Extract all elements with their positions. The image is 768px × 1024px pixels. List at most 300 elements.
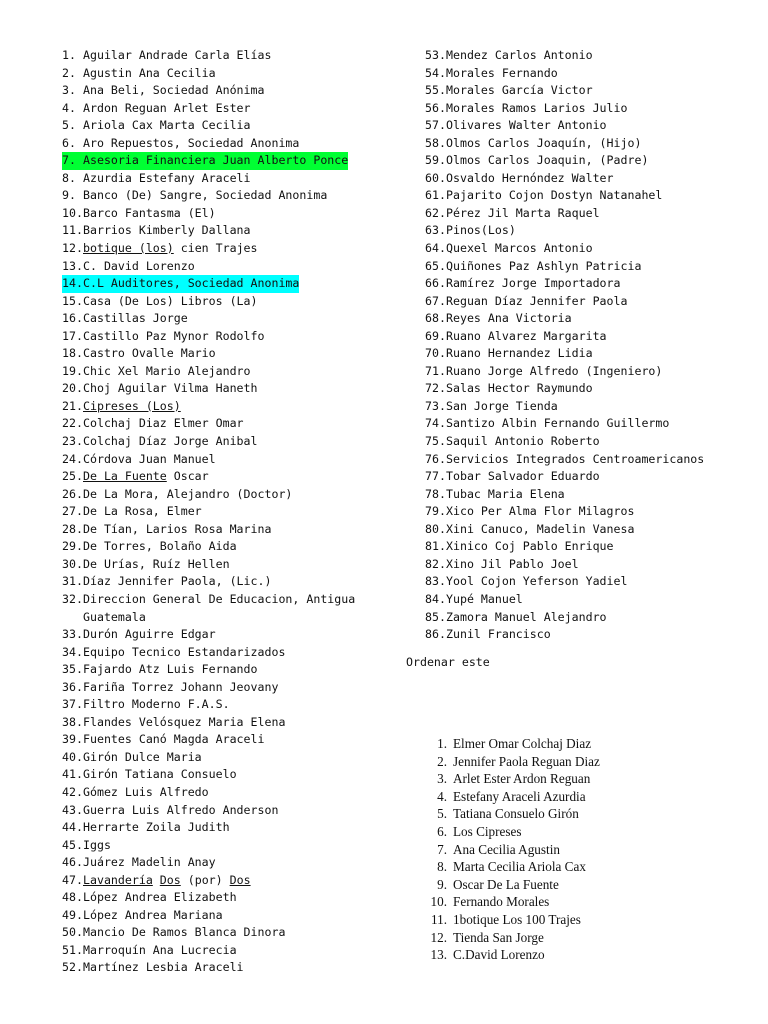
order-list-text: Arlet Ester Ardon Reguan	[453, 771, 591, 787]
list-item-text: Xinico Coj Pablo Enrique	[446, 539, 614, 554]
list-item-number: 63.	[425, 223, 446, 238]
list-item-number: 76.	[425, 451, 446, 466]
list-item-text: López Andrea Mariana	[83, 907, 223, 922]
order-list-text: 1botique Los 100 Trajes	[453, 911, 581, 927]
list-item-number: 71.	[425, 363, 446, 378]
list-item-number: 62.	[425, 205, 446, 220]
list-item-text: Azurdia Estefany Araceli	[83, 170, 251, 185]
list-item	[62, 205, 407, 223]
list-item-text: Ramírez Jorge Importadora	[446, 276, 621, 291]
list-item	[62, 468, 407, 486]
list-item	[425, 468, 765, 486]
list-item-text: De La Rosa, Elmer	[83, 504, 202, 519]
list-item-number: 38.	[62, 714, 83, 729]
list-item	[62, 521, 407, 539]
client-list-left	[62, 47, 407, 977]
list-item-number: 65.	[425, 258, 446, 273]
list-item-number: 32.	[62, 591, 83, 606]
list-item-number: 81.	[425, 539, 446, 554]
list-item-text: Díaz Jennifer Paola, (Lic.)	[83, 574, 272, 589]
list-item-number: 53.	[425, 48, 446, 62]
list-item-text: Saquil Antonio Roberto	[446, 434, 600, 449]
list-item	[62, 889, 407, 907]
order-list-number: 12.	[430, 929, 447, 945]
list-item-number: 18.	[62, 346, 83, 361]
list-item-text: Banco (De) Sangre, Sociedad Anonima	[83, 188, 328, 203]
list-item-text: Chic Xel Mario Alejandro	[83, 363, 251, 378]
list-item	[62, 872, 407, 890]
list-item-text: Pinos(Los)	[446, 223, 516, 238]
list-item-number: 22.	[62, 416, 83, 431]
list-item-number: 8.	[62, 170, 76, 185]
list-item-text: Reyes Ana Victoria	[446, 311, 572, 326]
list-item-number: 66.	[425, 276, 446, 291]
list-item-text: Martínez Lesbia Araceli	[83, 960, 244, 975]
list-item-text: Santizo Albin Fernando Guillermo	[446, 416, 670, 431]
order-list-text: Oscar De La Fuente	[453, 876, 559, 892]
list-item	[62, 328, 407, 346]
list-item-text: Morales Ramos Larios Julio	[446, 100, 628, 115]
list-item-number: 77.	[425, 469, 446, 484]
order-list-item	[422, 858, 600, 876]
list-item	[62, 503, 407, 521]
list-item	[62, 591, 407, 626]
list-item-text: Gómez Luis Alfredo	[83, 784, 209, 799]
list-item-number: 19.	[62, 363, 83, 378]
list-item	[425, 65, 765, 83]
order-list-item	[422, 946, 600, 964]
order-list-item	[422, 735, 600, 753]
list-item	[62, 47, 407, 65]
list-item-text: Ruano Hernandez Lidia	[446, 346, 593, 361]
order-list-number: 7.	[437, 841, 447, 857]
list-item-number: 13.	[62, 258, 83, 273]
list-item-number: 11.	[62, 223, 83, 238]
order-list-item	[422, 788, 600, 806]
list-item-text: Aguilar Andrade Carla Elías	[83, 48, 272, 62]
list-item	[62, 573, 407, 591]
order-list-item	[422, 805, 600, 823]
list-item-text: Ruano Alvarez Margarita	[446, 328, 607, 343]
order-list-item	[422, 823, 600, 841]
list-item	[425, 258, 765, 276]
list-item	[62, 380, 407, 398]
list-item	[62, 784, 407, 802]
order-list-number: 13.	[430, 947, 447, 963]
list-item	[62, 731, 407, 749]
list-item-text: Tobar Salvador Eduardo	[446, 469, 600, 484]
list-item	[62, 679, 407, 697]
list-item	[425, 363, 765, 381]
list-item-text: Herrarte Zoila Judith	[83, 820, 230, 835]
list-item-text: Colchaj Díaz Jorge Anibal	[83, 434, 258, 449]
order-list-text: Marta Cecilia Ariola Cax	[453, 859, 586, 875]
list-item-text: Reguan Díaz Jennifer Paola	[446, 293, 628, 308]
list-item-number: 42.	[62, 784, 83, 799]
order-list-number: 2.	[437, 753, 447, 769]
list-item-number: 73.	[425, 398, 446, 413]
list-item-text: Xino Jil Pablo Joel	[446, 556, 579, 571]
list-item-number: 20.	[62, 381, 83, 396]
list-item-text: Xico Per Alma Flor Milagros	[446, 504, 635, 519]
list-item-text: Yool Cojon Yeferson Yadiel	[446, 574, 628, 589]
list-item	[425, 503, 765, 521]
list-item	[425, 328, 765, 346]
list-item-text: Agustin Ana Cecilia	[83, 65, 216, 80]
order-list-text: Los Cipreses	[453, 823, 522, 839]
list-item-number: 74.	[425, 416, 446, 431]
list-item-text: Olmos Carlos Joaquín, (Hijo)	[446, 135, 642, 150]
list-item	[62, 363, 407, 381]
list-item-number: 39.	[62, 732, 83, 747]
list-item-text: Morales García Victor	[446, 83, 593, 98]
list-item	[62, 749, 407, 767]
list-item-number: 83.	[425, 574, 446, 589]
list-item	[425, 117, 765, 135]
list-item-text: Cipreses (Los)	[83, 398, 181, 413]
list-item-text: Yupé Manuel	[446, 591, 523, 606]
list-item	[62, 644, 407, 662]
list-item-number: 70.	[425, 346, 446, 361]
list-item-text: Olmos Carlos Joaquin, (Padre)	[446, 153, 649, 168]
list-item-text: Córdova Juan Manuel	[83, 451, 216, 466]
list-item-text: Olivares Walter Antonio	[446, 118, 607, 133]
order-list-text: Tienda San Jorge	[453, 929, 544, 945]
client-list-right	[425, 47, 765, 644]
list-item	[425, 222, 765, 240]
list-item	[62, 135, 407, 153]
list-item-number: 4.	[62, 100, 76, 115]
list-item-number: 68.	[425, 311, 446, 326]
list-item-text: Xini Canuco, Madelin Vanesa	[446, 521, 635, 536]
list-item-text: Zamora Manuel Alejandro	[446, 609, 607, 624]
order-list-number: 1.	[437, 736, 447, 751]
list-item-number: 9.	[62, 188, 76, 203]
order-list-number: 5.	[437, 806, 447, 822]
list-item	[62, 258, 407, 276]
list-item-number: 6.	[62, 135, 76, 150]
order-list-text: Ana Cecilia Agustin	[453, 841, 560, 857]
list-item-number: 56.	[425, 100, 446, 115]
list-item-text: Direccion General De Educacion, Antigua Guatemala	[83, 591, 363, 624]
order-list-text: C.David Lorenzo	[453, 947, 545, 963]
list-item	[425, 609, 765, 627]
list-item-text: Mendez Carlos Antonio	[446, 48, 593, 62]
list-item-text: De Tían, Larios Rosa Marina	[83, 521, 272, 536]
list-item	[62, 117, 407, 135]
list-item-number: 55.	[425, 83, 446, 98]
list-item-number: 43.	[62, 802, 83, 817]
list-item	[62, 345, 407, 363]
list-item	[62, 82, 407, 100]
list-item-text: Ruano Jorge Alfredo (Ingeniero)	[446, 363, 663, 378]
list-item	[425, 486, 765, 504]
order-list-number: 6.	[437, 823, 447, 839]
list-item	[425, 415, 765, 433]
list-item-text: Colchaj Diaz Elmer Omar	[83, 416, 244, 431]
list-item-number: 28.	[62, 521, 83, 536]
order-list-item	[422, 911, 600, 929]
list-item-number: 54.	[425, 65, 446, 80]
list-item-number: 15.	[62, 293, 83, 308]
list-item-text: Fajardo Atz Luis Fernando	[83, 662, 258, 677]
instruction-note: Ordenar este	[406, 655, 490, 669]
list-item-text: Juárez Madelin Anay	[83, 855, 216, 870]
list-item-text: Fuentes Canó Magda Araceli	[83, 732, 265, 747]
list-item-number: 45.	[62, 837, 83, 852]
order-list-number: 3.	[437, 771, 447, 787]
list-item-text: Barco Fantasma (El)	[83, 205, 216, 220]
list-item-text: C. David Lorenzo	[83, 258, 195, 273]
order-list-item	[422, 770, 600, 788]
list-item	[425, 100, 765, 118]
list-item-number: 26.	[62, 486, 83, 501]
list-item	[425, 275, 765, 293]
list-item-number: 21.	[62, 398, 83, 413]
list-item-text: De Torres, Bolaño Aida	[83, 539, 237, 554]
list-item	[62, 433, 407, 451]
list-item	[62, 538, 407, 556]
order-list-text: Estefany Araceli Azurdia	[453, 788, 586, 804]
list-item	[62, 907, 407, 925]
list-item-number: 84.	[425, 591, 446, 606]
order-list-item	[422, 929, 600, 947]
list-item	[62, 415, 407, 433]
list-item-text: San Jorge Tienda	[446, 398, 558, 413]
list-item-number: 24.	[62, 451, 83, 466]
list-item	[62, 924, 407, 942]
order-list-item	[422, 876, 600, 894]
list-item	[62, 802, 407, 820]
list-item-text: Quexel Marcos Antonio	[446, 241, 593, 256]
order-list-number: 9.	[437, 876, 447, 892]
list-item-text: Marroquín Ana Lucrecia	[83, 942, 237, 957]
list-item-text: Castro Ovalle Mario	[83, 346, 216, 361]
list-item-number: 52.	[62, 960, 83, 975]
list-item-number: 51.	[62, 942, 83, 957]
list-item-text: Girón Tatiana Consuelo	[83, 767, 237, 782]
order-list-text: Jennifer Paola Reguan Diaz	[453, 753, 600, 769]
list-item	[62, 152, 407, 170]
list-item	[425, 626, 765, 644]
list-item-text: Girón Dulce Maria	[83, 749, 202, 764]
list-item	[425, 556, 765, 574]
list-item-number: 47.	[62, 872, 83, 887]
list-item-number: 25.	[62, 469, 83, 484]
list-item-number: 49.	[62, 907, 83, 922]
list-item-text: Morales Fernando	[446, 65, 558, 80]
list-item-text: Barrios Kimberly Dallana	[83, 223, 251, 238]
list-item-number: 57.	[425, 118, 446, 133]
order-list-item	[422, 893, 600, 911]
list-item-text: Fariña Torrez Johann Jeovany	[83, 679, 279, 694]
list-item	[425, 380, 765, 398]
list-item-number: 14.	[62, 275, 83, 293]
list-item-number: 35.	[62, 662, 83, 677]
list-item	[62, 854, 407, 872]
order-list-text: Fernando Morales	[453, 894, 550, 910]
list-item-number: 50.	[62, 925, 83, 940]
list-item-text: Castillo Paz Mynor Rodolfo	[83, 328, 265, 343]
order-list-item	[422, 753, 600, 771]
list-item-number: 10.	[62, 205, 83, 220]
list-item	[425, 240, 765, 258]
list-item-text: De Urías, Ruíz Hellen	[83, 556, 230, 571]
list-item-number: 3.	[62, 83, 76, 98]
list-item-number: 36.	[62, 679, 83, 694]
list-item	[62, 187, 407, 205]
list-item-text: Servicios Integrados Centroamericanos	[446, 451, 705, 466]
list-item	[62, 486, 407, 504]
list-item-number: 41.	[62, 767, 83, 782]
list-item-number: 82.	[425, 556, 446, 571]
list-item	[425, 82, 765, 100]
list-item	[62, 556, 407, 574]
list-item	[425, 591, 765, 609]
list-item-text: Ana Beli, Sociedad Anónima	[83, 83, 265, 98]
order-list-number: 4.	[437, 788, 447, 804]
list-item-text: Pérez Jil Marta Raquel	[446, 205, 600, 220]
list-item-number: 72.	[425, 381, 446, 396]
list-item	[62, 766, 407, 784]
list-item	[425, 152, 765, 170]
list-item-number: 58.	[425, 135, 446, 150]
list-item	[62, 222, 407, 240]
list-item-number: 60.	[425, 170, 446, 185]
list-item	[62, 451, 407, 469]
list-item	[62, 942, 407, 960]
order-list-text: Tatiana Consuelo Girón	[453, 806, 579, 822]
list-item-number: 80.	[425, 521, 446, 536]
list-item-text: Ardon Reguan Arlet Ester	[83, 100, 251, 115]
list-item-number: 23.	[62, 434, 83, 449]
list-item	[62, 959, 407, 977]
list-item-text: Iggs	[83, 837, 111, 852]
list-item-text: López Andrea Elizabeth	[83, 890, 237, 905]
list-item-number: 37.	[62, 697, 83, 712]
list-item-text: Durón Aguirre Edgar	[83, 627, 216, 642]
list-item	[425, 398, 765, 416]
list-item-number: 48.	[62, 890, 83, 905]
list-item	[62, 398, 407, 416]
list-item-number: 86.	[425, 627, 446, 642]
list-item-number: 5.	[62, 118, 76, 133]
order-list-number: 10.	[430, 894, 447, 910]
list-item-number: 34.	[62, 644, 83, 659]
list-item-text: Casa (De Los) Libros (La)	[83, 293, 258, 308]
list-item-number: 12.	[62, 241, 83, 256]
list-item-text: Tubac Maria Elena	[446, 486, 565, 501]
list-item-number: 59.	[425, 153, 446, 168]
list-item-number: 29.	[62, 539, 83, 554]
list-item	[62, 240, 407, 258]
list-item	[62, 819, 407, 837]
list-item-text: Choj Aguilar Vilma Haneth	[83, 381, 258, 396]
list-item-number: 75.	[425, 434, 446, 449]
list-item-number: 44.	[62, 820, 83, 835]
list-item-number: 30.	[62, 556, 83, 571]
list-item-text: Osvaldo Hernóndez Walter	[446, 170, 614, 185]
order-list	[422, 735, 600, 964]
list-item-number: 85.	[425, 609, 446, 624]
order-list-number: 8.	[437, 859, 447, 875]
list-item-text: Aro Repuestos, Sociedad Anonima	[83, 135, 300, 150]
list-item-text: Quiñones Paz Ashlyn Patricia	[446, 258, 642, 273]
list-item	[62, 626, 407, 644]
list-item-number: 1.	[62, 48, 76, 62]
list-item-text: Mancio De Ramos Blanca Dinora	[83, 925, 286, 940]
list-item-text: Ariola Cax Marta Cecilia	[83, 118, 251, 133]
list-item-text: De La Mora, Alejandro (Doctor)	[83, 486, 293, 501]
list-item-text: Pajarito Cojon Dostyn Natanahel	[446, 188, 663, 203]
order-list-number: 11.	[431, 911, 447, 927]
list-item	[425, 310, 765, 328]
list-item	[425, 433, 765, 451]
list-item	[425, 538, 765, 556]
list-item-text: Guerra Luis Alfredo Anderson	[83, 802, 279, 817]
list-item-text: botique (los) cien Trajes	[83, 241, 258, 256]
list-item	[62, 293, 407, 311]
list-item-number: 67.	[425, 293, 446, 308]
list-item-text: Flandes Velósquez Maria Elena	[83, 714, 286, 729]
list-item	[62, 275, 407, 293]
list-item	[425, 205, 765, 223]
list-item-number: 78.	[425, 486, 446, 501]
list-item	[425, 293, 765, 311]
list-item	[425, 521, 765, 539]
list-item	[62, 65, 407, 83]
list-item-number: 69.	[425, 328, 446, 343]
list-item-text: Castillas Jorge	[83, 311, 188, 326]
list-item-number: 2.	[62, 65, 76, 80]
list-item	[62, 696, 407, 714]
order-list-item	[422, 841, 600, 859]
list-item	[425, 187, 765, 205]
list-item-text: Asesoria Financiera Juan Alberto Ponce	[83, 152, 348, 170]
list-item-number: 7.	[62, 152, 83, 170]
list-item	[425, 47, 765, 65]
list-item	[62, 714, 407, 732]
list-item	[425, 170, 765, 188]
list-item	[62, 310, 407, 328]
list-item-text: Salas Hector Raymundo	[446, 381, 593, 396]
list-item-number: 16.	[62, 311, 83, 326]
list-item-number: 17.	[62, 328, 83, 343]
list-item-number: 61.	[425, 188, 446, 203]
list-item-number: 40.	[62, 749, 83, 764]
list-item-text: Lavandería Dos (por) Dos	[83, 872, 251, 887]
list-item-number: 46.	[62, 855, 83, 870]
order-list-text: Elmer Omar Colchaj Diaz	[453, 736, 592, 751]
list-item-number: 64.	[425, 241, 446, 256]
list-item	[425, 451, 765, 469]
list-item-text: De La Fuente Oscar	[83, 469, 209, 484]
list-item-text: Filtro Moderno F.A.S.	[83, 697, 230, 712]
list-item-text: Zunil Francisco	[446, 627, 551, 642]
list-item	[62, 837, 407, 855]
list-item	[425, 573, 765, 591]
list-item-number: 79.	[425, 504, 446, 519]
list-item	[62, 100, 407, 118]
list-item-number: 33.	[62, 627, 83, 642]
list-item-number: 31.	[62, 574, 83, 589]
list-item-text: Equipo Tecnico Estandarizados	[83, 644, 286, 659]
list-item	[62, 661, 407, 679]
list-item-number: 27.	[62, 504, 83, 519]
list-item	[62, 170, 407, 188]
list-item-text: C.L Auditores, Sociedad Anonima	[83, 275, 299, 293]
list-item	[425, 345, 765, 363]
